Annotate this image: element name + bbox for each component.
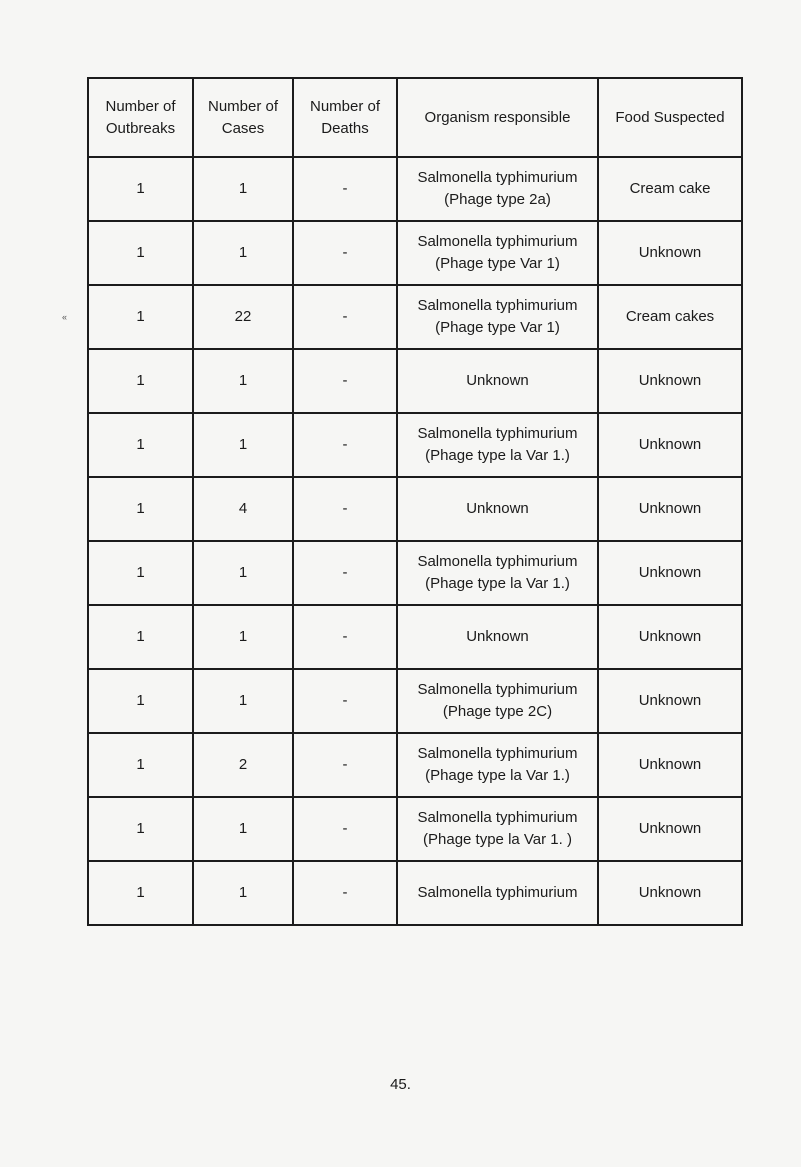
cases-cell: 1 <box>193 157 293 221</box>
deaths-cell: - <box>293 221 397 285</box>
organism-phage-type: (Phage type 2a) <box>444 191 551 208</box>
organism-name: Salmonella typhimurium <box>417 169 578 186</box>
organism-phage-type: (Phage type la Var 1.) <box>425 575 570 592</box>
organism-name: Salmonella typhimurium <box>417 233 578 250</box>
outbreaks-cell: 1 <box>88 221 193 285</box>
organism-cell <box>397 413 598 477</box>
food-cell: Unknown <box>598 541 742 605</box>
organism-cell <box>397 669 598 733</box>
cases-cell: 1 <box>193 861 293 925</box>
organism-name: Unknown <box>466 628 529 645</box>
outbreaks-cell: 1 <box>88 349 193 413</box>
header-row <box>88 78 742 157</box>
table-row <box>88 349 742 413</box>
cases-cell: 2 <box>193 733 293 797</box>
outbreaks-cell: 1 <box>88 861 193 925</box>
food-cell: Unknown <box>598 413 742 477</box>
organism-phage-type: (Phage type la Var 1.) <box>425 767 570 784</box>
cases-cell: 1 <box>193 413 293 477</box>
deaths-cell: - <box>293 861 397 925</box>
organism-cell <box>397 157 598 221</box>
food-cell: Unknown <box>598 349 742 413</box>
deaths-cell: - <box>293 157 397 221</box>
cases-cell: 22 <box>193 285 293 349</box>
food-cell: Unknown <box>598 669 742 733</box>
table-row <box>88 733 742 797</box>
table-row <box>88 413 742 477</box>
cases-cell: 1 <box>193 349 293 413</box>
organism-name: Salmonella typhimurium <box>417 809 578 826</box>
deaths-cell: - <box>293 477 397 541</box>
cases-cell: 1 <box>193 541 293 605</box>
food-cell: Unknown <box>598 797 742 861</box>
deaths-cell: - <box>293 349 397 413</box>
table-row <box>88 605 742 669</box>
deaths-cell: - <box>293 797 397 861</box>
organism-cell <box>397 541 598 605</box>
cases-cell: 1 <box>193 605 293 669</box>
organism-name: Salmonella typhimurium <box>417 745 578 762</box>
organism-name: Salmonella typhimurium <box>417 553 578 570</box>
organism-cell <box>397 861 598 925</box>
cases-cell: 1 <box>193 221 293 285</box>
organism-cell <box>397 605 598 669</box>
organism-name: Salmonella typhimurium <box>417 297 578 314</box>
food-cell: Unknown <box>598 221 742 285</box>
outbreaks-cell: 1 <box>88 157 193 221</box>
organism-cell <box>397 477 598 541</box>
outbreaks-cell: 1 <box>88 413 193 477</box>
table-row <box>88 157 742 221</box>
outbreaks-cell: 1 <box>88 477 193 541</box>
header-cases: Number of Cases <box>193 78 293 157</box>
outbreaks-cell: 1 <box>88 669 193 733</box>
table-row <box>88 221 742 285</box>
table-row <box>88 285 742 349</box>
food-cell: Cream cakes <box>598 285 742 349</box>
outbreaks-cell: 1 <box>88 605 193 669</box>
cases-cell: 1 <box>193 797 293 861</box>
table-body <box>88 157 742 925</box>
outbreaks-cell: 1 <box>88 733 193 797</box>
outbreaks-cell: 1 <box>88 285 193 349</box>
organism-name: Unknown <box>466 500 529 517</box>
header-food: Food Suspected <box>598 78 742 157</box>
organism-phage-type: (Phage type Var 1) <box>435 255 560 272</box>
header-deaths: Number of Deaths <box>293 78 397 157</box>
organism-name: Salmonella typhimurium <box>417 425 578 442</box>
outbreaks-cell: 1 <box>88 541 193 605</box>
table-row <box>88 797 742 861</box>
header-organism: Organism responsible <box>397 78 598 157</box>
table-header <box>88 78 742 157</box>
food-cell: Unknown <box>598 733 742 797</box>
margin-mark: « <box>62 312 68 322</box>
organism-name: Salmonella typhimurium <box>417 681 578 698</box>
organism-cell <box>397 349 598 413</box>
deaths-cell: - <box>293 669 397 733</box>
outbreaks-cell: 1 <box>88 797 193 861</box>
table-row <box>88 669 742 733</box>
deaths-cell: - <box>293 541 397 605</box>
organism-phage-type: (Phage type la Var 1. ) <box>423 831 572 848</box>
food-cell: Unknown <box>598 605 742 669</box>
organism-cell <box>397 285 598 349</box>
deaths-cell: - <box>293 733 397 797</box>
food-cell: Unknown <box>598 861 742 925</box>
organism-cell <box>397 733 598 797</box>
page-number: 45. <box>390 1076 411 1093</box>
organism-phage-type: (Phage type Var 1) <box>435 319 560 336</box>
table-row <box>88 861 742 925</box>
table-row <box>88 541 742 605</box>
deaths-cell: - <box>293 285 397 349</box>
food-cell: Cream cake <box>598 157 742 221</box>
organism-phage-type: (Phage type la Var 1.) <box>425 447 570 464</box>
food-cell: Unknown <box>598 477 742 541</box>
organism-phage-type: (Phage type 2C) <box>442 703 553 720</box>
cases-cell: 4 <box>193 477 293 541</box>
header-outbreaks: Number of Outbreaks <box>88 78 193 157</box>
deaths-cell: - <box>293 413 397 477</box>
organism-name: Unknown <box>466 372 529 389</box>
organism-cell <box>397 797 598 861</box>
table-row <box>88 477 742 541</box>
outbreaks-table <box>87 77 743 926</box>
organism-cell <box>397 221 598 285</box>
deaths-cell: - <box>293 605 397 669</box>
organism-name: Salmonella typhimurium <box>417 884 578 901</box>
cases-cell: 1 <box>193 669 293 733</box>
